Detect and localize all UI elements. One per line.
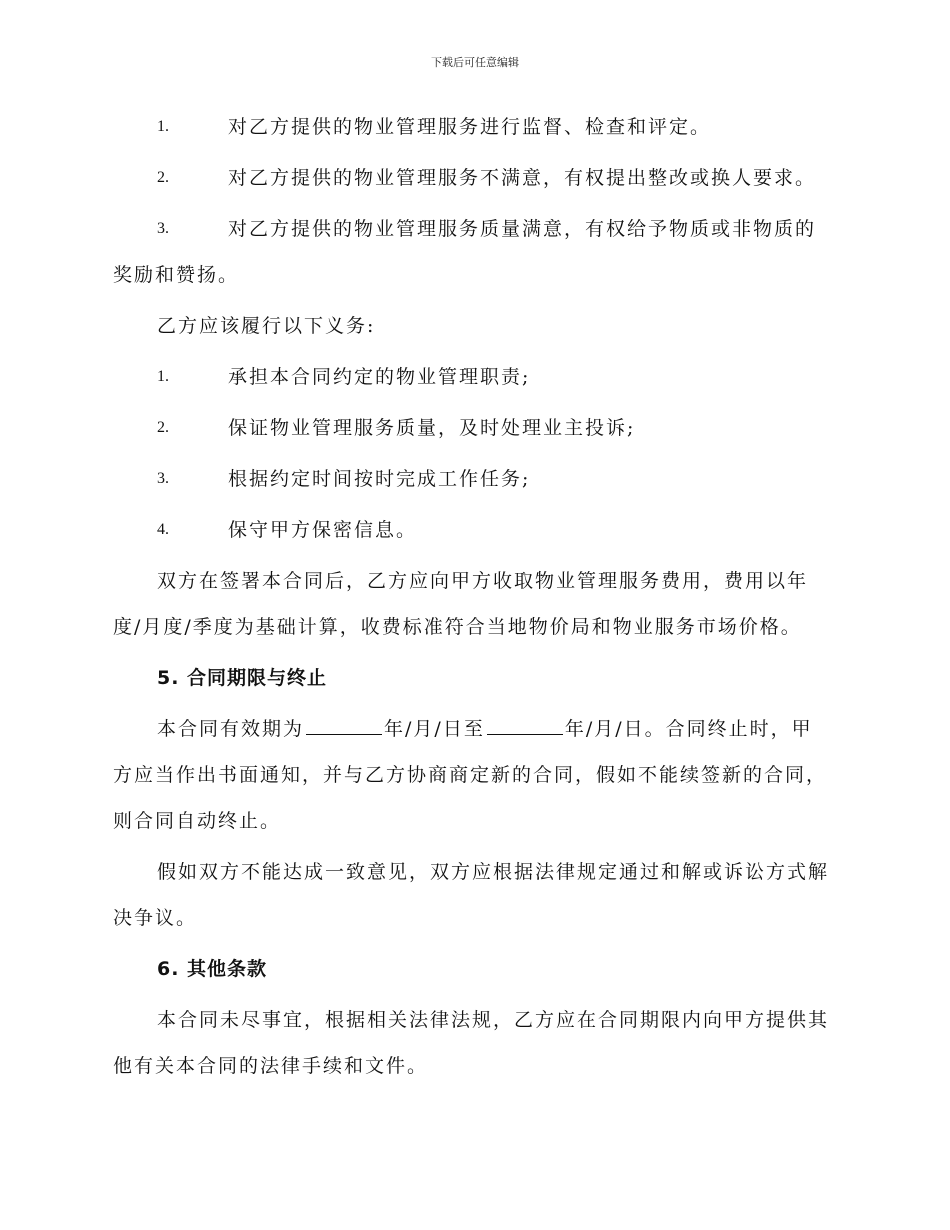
list-number: 2. [157,169,169,186]
other-terms-paragraph: 本合同未尽事宜，根据相关法律法规，乙方应在合同期限内向甲方提供其他有关本合同的法律手续和文件。 [113,1009,830,1077]
document-body [113,104,833,1094]
list-number: 3. [157,220,169,237]
term-text-end: 年/月/日。合同终止时，甲方应当作出书面通知，并与乙方协商商定新的合同，假如不能续签新的合同，则合同自动终止。 [113,718,828,832]
blank-line [487,714,563,735]
list-item [113,104,833,150]
term-text-middle: 年/月/日至 [384,718,485,740]
list-item [113,456,833,502]
list-item-text: 根据约定时间按时完成工作任务; [228,468,531,490]
list-item-text: 对乙方提供的物业管理服务不满意，有权提出整改或换人要求。 [228,167,817,189]
list-number: 3. [157,470,169,487]
fee-paragraph: 双方在签署本合同后，乙方应向甲方收取物业管理服务费用，费用以年度/月度/季度为基础计算，收费标准符合当地物价局和物业服务市场价格。 [113,570,809,638]
list-number: 1. [157,118,169,135]
section-heading-other: 6. 其他条款 [157,958,268,980]
blank-line [306,714,382,735]
list-item [113,507,833,553]
list-number: 1. [157,368,169,385]
list-item-text: 承担本合同约定的物业管理职责; [228,366,531,388]
list-item-text: 对乙方提供的物业管理服务进行监督、检查和评定。 [228,116,712,138]
list-number: 4. [157,521,169,538]
dispute-paragraph: 假如双方不能达成一致意见，双方应根据法律规定通过和解或诉讼方式解决争议。 [113,861,830,929]
list-item [113,155,833,201]
list-item [113,405,833,451]
term-text-start: 本合同有效期为 [157,718,305,740]
page-header: 下载后可任意编辑 [431,56,519,69]
list-number: 2. [157,419,169,436]
list-item-text: 对乙方提供的物业管理服务质量满意，有权给予物质或非物质的奖励和赞扬。 [113,218,817,286]
obligations-intro: 乙方应该履行以下义务: [157,315,376,337]
list-item [113,354,833,400]
list-item-text: 保证物业管理服务质量，及时处理业主投诉; [228,417,636,439]
term-paragraph [113,706,833,844]
section-heading-term: 5. 合同期限与终止 [157,667,328,689]
list-item-text: 保守甲方保密信息。 [228,519,418,541]
list-item [113,206,833,298]
